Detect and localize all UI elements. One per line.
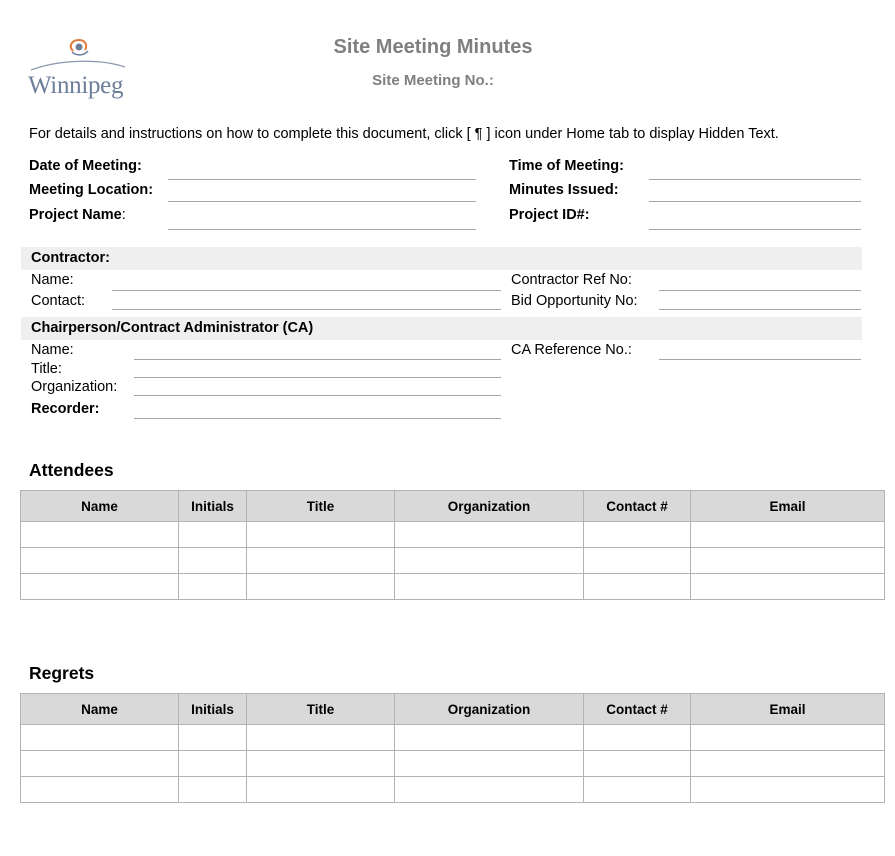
minutes-issued-label: Minutes Issued: [509, 182, 619, 198]
table-cell[interactable] [395, 548, 584, 574]
regrets-header-row [21, 694, 885, 725]
contractor-name-label: Name: [31, 272, 74, 288]
attendees-col-initials: Initials [179, 491, 247, 522]
time-of-meeting-label: Time of Meeting: [509, 158, 624, 174]
table-cell[interactable] [395, 777, 584, 803]
table-cell[interactable] [691, 548, 885, 574]
table-row [21, 725, 885, 751]
table-cell[interactable] [584, 751, 691, 777]
project-id-field[interactable] [649, 229, 861, 230]
contractor-heading: Contractor: [31, 250, 110, 266]
city-logo [28, 34, 128, 104]
project-name-field[interactable] [168, 229, 476, 230]
contractor-contact-label: Contact: [31, 293, 85, 309]
table-cell[interactable] [179, 777, 247, 803]
regrets-col-organization: Organization [395, 694, 584, 725]
table-cell[interactable] [179, 725, 247, 751]
table-cell[interactable] [584, 522, 691, 548]
table-cell[interactable] [584, 777, 691, 803]
table-cell[interactable] [21, 548, 179, 574]
table-row [21, 751, 885, 777]
table-cell[interactable] [691, 777, 885, 803]
table-cell[interactable] [21, 751, 179, 777]
regrets-col-title: Title [247, 694, 395, 725]
table-row [21, 777, 885, 803]
recorder-field[interactable] [134, 418, 501, 419]
table-cell[interactable] [179, 548, 247, 574]
table-cell[interactable] [247, 777, 395, 803]
table-cell[interactable] [21, 522, 179, 548]
attendees-header-row [21, 491, 885, 522]
logo-mark-icon [28, 34, 128, 74]
chairperson-name-field[interactable] [134, 359, 501, 360]
table-cell[interactable] [395, 725, 584, 751]
attendees-col-title: Title [247, 491, 395, 522]
table-row [21, 522, 885, 548]
attendees-table [20, 490, 885, 600]
table-cell[interactable] [21, 725, 179, 751]
table-cell[interactable] [691, 751, 885, 777]
regrets-col-name: Name [21, 694, 179, 725]
document-title: Site Meeting Minutes [333, 36, 533, 58]
ca-reference-label: CA Reference No.: [511, 342, 632, 358]
chairperson-name-label: Name: [31, 342, 74, 358]
table-cell[interactable] [179, 574, 247, 600]
project-id-label: Project ID#: [509, 207, 590, 223]
contractor-name-field[interactable] [112, 290, 501, 291]
table-cell[interactable] [21, 574, 179, 600]
chairperson-organization-label: Organization: [31, 379, 118, 395]
table-cell[interactable] [584, 574, 691, 600]
date-of-meeting-field[interactable] [168, 179, 476, 180]
site-meeting-number-label: Site Meeting No.: [372, 72, 494, 89]
table-cell[interactable] [691, 522, 885, 548]
table-cell[interactable] [179, 522, 247, 548]
table-cell[interactable] [179, 751, 247, 777]
table-cell[interactable] [247, 522, 395, 548]
attendees-heading: Attendees [29, 460, 114, 480]
regrets-col-email: Email [691, 694, 885, 725]
time-of-meeting-field[interactable] [649, 179, 861, 180]
recorder-label: Recorder: [31, 401, 100, 417]
table-cell[interactable] [247, 574, 395, 600]
date-of-meeting-label: Date of Meeting: [29, 158, 142, 174]
instructions-text: For details and instructions on how to complete this document, click [ ¶ ] icon under Home tab to display Hidden Text. [29, 126, 779, 142]
attendees-col-organization: Organization [395, 491, 584, 522]
minutes-issued-field[interactable] [649, 201, 861, 202]
attendees-col-name: Name [21, 491, 179, 522]
table-cell[interactable] [21, 777, 179, 803]
regrets-heading: Regrets [29, 663, 95, 683]
bid-opportunity-label: Bid Opportunity No: [511, 293, 638, 309]
regrets-table [20, 693, 885, 803]
contractor-contact-field[interactable] [112, 309, 501, 310]
attendees-col-email: Email [691, 491, 885, 522]
table-cell[interactable] [395, 522, 584, 548]
regrets-col-contact: Contact # [584, 694, 691, 725]
table-cell[interactable] [247, 751, 395, 777]
table-cell[interactable] [395, 574, 584, 600]
chairperson-title-label: Title: [31, 361, 62, 377]
attendees-col-contact: Contact # [584, 491, 691, 522]
contractor-section-band [21, 247, 862, 270]
regrets-col-initials: Initials [179, 694, 247, 725]
chairperson-title-field[interactable] [134, 377, 501, 378]
table-row [21, 574, 885, 600]
chairperson-organization-field[interactable] [134, 395, 501, 396]
ca-reference-field[interactable] [659, 359, 861, 360]
table-cell[interactable] [691, 574, 885, 600]
contractor-ref-label: Contractor Ref No: [511, 272, 632, 288]
table-cell[interactable] [247, 548, 395, 574]
table-row [21, 548, 885, 574]
project-name-label: Project Name: [29, 207, 126, 223]
chairperson-heading: Chairperson/Contract Administrator (CA) [31, 320, 314, 336]
table-cell[interactable] [247, 725, 395, 751]
contractor-ref-field[interactable] [659, 290, 861, 291]
table-cell[interactable] [584, 725, 691, 751]
meeting-location-field[interactable] [168, 201, 476, 202]
table-cell[interactable] [395, 751, 584, 777]
bid-opportunity-field[interactable] [659, 309, 861, 310]
table-cell[interactable] [691, 725, 885, 751]
meeting-location-label: Meeting Location: [29, 182, 154, 198]
logo-text: Winnipeg [28, 72, 124, 99]
table-cell[interactable] [584, 548, 691, 574]
